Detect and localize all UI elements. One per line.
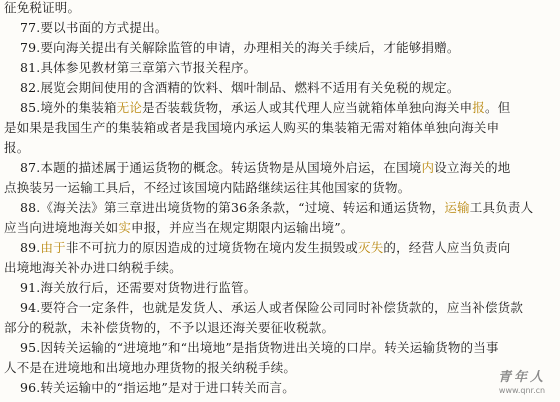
text-line <box>20 280 256 296</box>
text-line <box>4 320 334 336</box>
text-line <box>4 0 80 16</box>
text-line <box>20 300 523 316</box>
watermark <box>490 370 554 400</box>
text-segment: 91.海关放行后，还需要对货物进行监管。 <box>20 280 257 295</box>
text-segment: 应当向进境地海关如 <box>4 220 119 235</box>
text-line <box>4 140 29 156</box>
text-segment: 77.要以书面的方式提出。 <box>20 20 168 35</box>
text-line <box>4 120 499 136</box>
text-segment: 申报，并应当在规定期限内运输出境”。 <box>131 220 354 235</box>
text-line <box>20 200 533 216</box>
text-segment: 82.展览会期间使用的含酒精的饮料、烟叶制品、燃料不适用有关免税的规定。 <box>20 80 460 95</box>
text-line <box>4 260 182 276</box>
highlighted-text: 灭失 <box>358 240 384 255</box>
text-segment: 。但 <box>485 100 511 115</box>
highlighted-text: 由于 <box>40 240 66 255</box>
text-segment: 96.转关运输中的“指运地”是对于进口转关而言。 <box>20 380 295 395</box>
highlighted-text: 内 <box>421 160 435 175</box>
text-line <box>20 380 295 396</box>
text-segment: 非不可抗力的原因造成的过境货物在境内发生损毁或 <box>65 240 358 255</box>
text-segment: 85.境外的集装箱 <box>20 100 117 115</box>
text-segment: 79.要向海关提出有关解除监管的申请，办理相关的海关手续后，才能够捐赠。 <box>20 40 460 55</box>
text-segment: 点换装另一运输工具后，不经过该国境内陆路继续运往其他国家的货物。 <box>4 180 411 195</box>
text-segment: 87.本题的描述属于通运货物的概念。转运货物是从国境外启运，在国境 <box>20 160 422 175</box>
text-segment: 89. <box>20 240 41 255</box>
text-segment: 设立海关的地 <box>434 160 511 175</box>
text-segment: 工具负责人 <box>469 200 534 215</box>
text-segment: 95.因转关运输的“进境地”和“出境地”是指货物进出关境的口岸。转关运输货物的当事 <box>20 340 499 355</box>
text-line <box>20 340 499 356</box>
text-line <box>20 40 460 56</box>
text-line <box>20 60 256 76</box>
text-segment: 是如果是我国生产的集装箱或者是我国境内承运人购买的集装箱无需对箱体单独向海关申 <box>4 120 500 135</box>
text-segment: 94.要符合一定条件，也就是发货人、承运人或者保险公司同时补偿货款的，应当补偿货款 <box>20 300 524 315</box>
text-line <box>20 240 510 256</box>
text-line <box>4 360 296 376</box>
text-line <box>20 100 510 116</box>
highlighted-text: 实 <box>118 220 132 235</box>
watermark-title: 青年人 <box>497 370 546 385</box>
text-line <box>4 180 410 196</box>
text-line <box>20 160 510 176</box>
text-line <box>20 20 167 36</box>
text-segment: 征免税证明。 <box>4 0 81 15</box>
text-line <box>4 220 354 236</box>
highlighted-text: 无论 <box>116 100 143 115</box>
text-segment: 人不是在进境地和出境地办理货物的报关纳税手续。 <box>4 360 297 375</box>
text-segment: 81.具体参见教材第三章第六节报关程序。 <box>20 60 257 75</box>
text-segment: 是否装载货物，承运人或其代理人应当就箱体单独向海关申 <box>142 100 473 115</box>
highlighted-text: 报 <box>472 100 485 115</box>
text-segment: 88.《海关法》第三章进出境货物的第36条条款，“过境、转运和通运货物， <box>20 200 445 215</box>
text-segment: 部分的税款，未补偿货物的，不予以退还海关要征收税款。 <box>4 320 335 335</box>
watermark-url: www.qnr.cn <box>498 386 546 395</box>
text-segment: 的，经营人应当负责向 <box>383 240 511 255</box>
text-line <box>20 80 460 96</box>
highlighted-text: 运输 <box>444 200 470 215</box>
text-segment: 报。 <box>4 140 30 155</box>
text-segment: 出境地海关补办进口纳税手续。 <box>4 260 182 275</box>
